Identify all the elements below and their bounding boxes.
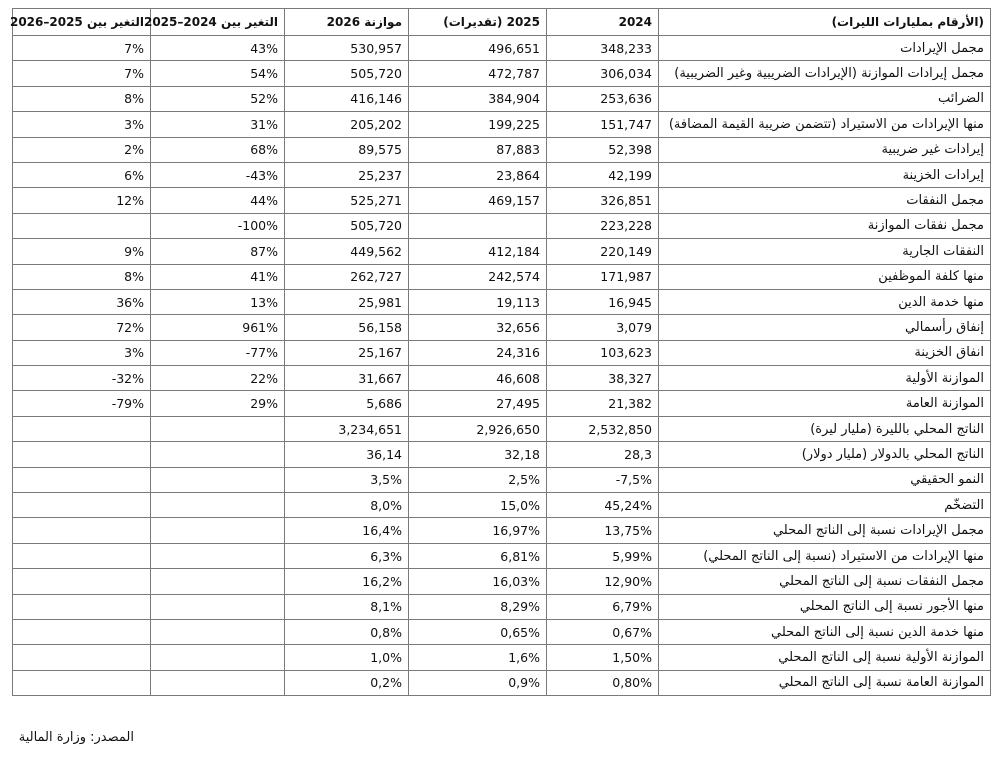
- cell-budget-2026: 0,8%: [285, 619, 409, 644]
- table-row: [13, 264, 991, 289]
- cell-change-2024-2025: 68%: [151, 137, 285, 162]
- cell-change-2024-2025: 52%: [151, 86, 285, 111]
- cell-estimates-2025: 384,904: [409, 86, 547, 111]
- table-row: [13, 289, 991, 314]
- table-row: [13, 162, 991, 187]
- cell-year-2024: 306,034: [547, 61, 659, 86]
- table-row: [13, 518, 991, 543]
- cell-year-2024: 42,199: [547, 162, 659, 187]
- cell-estimates-2025: 15,0%: [409, 493, 547, 518]
- table-row: [13, 467, 991, 492]
- cell-estimates-2025: 2,926,650: [409, 416, 547, 441]
- cell-change-2025-2026: 12%: [13, 188, 151, 213]
- cell-estimates-2025: [409, 213, 547, 238]
- cell-year-2024: 38,327: [547, 366, 659, 391]
- source-note: المصدر: وزارة المالية: [18, 730, 134, 745]
- cell-change-2025-2026: [13, 213, 151, 238]
- header-year-2024: 2024: [547, 9, 659, 36]
- cell-change-2025-2026: 3%: [13, 112, 151, 137]
- cell-estimates-2025: 16,03%: [409, 569, 547, 594]
- cell-row-label: الموازنة الأولية نسبة إلى الناتج المحلي: [659, 645, 991, 670]
- cell-row-label: الضرائب: [659, 86, 991, 111]
- cell-estimates-2025: 19,113: [409, 289, 547, 314]
- cell-estimates-2025: 242,574: [409, 264, 547, 289]
- cell-change-2024-2025: [151, 442, 285, 467]
- cell-row-label: الناتج المحلي بالليرة (مليار ليرة): [659, 416, 991, 441]
- cell-change-2024-2025: [151, 670, 285, 695]
- table-row: [13, 619, 991, 644]
- cell-estimates-2025: 2,5%: [409, 467, 547, 492]
- table-row: [13, 86, 991, 111]
- cell-budget-2026: 36,14: [285, 442, 409, 467]
- cell-budget-2026: 505,720: [285, 213, 409, 238]
- cell-change-2025-2026: [13, 416, 151, 441]
- cell-change-2025-2026: 72%: [13, 315, 151, 340]
- cell-change-2024-2025: [151, 619, 285, 644]
- table-row: [13, 670, 991, 695]
- cell-change-2025-2026: 2%: [13, 137, 151, 162]
- cell-change-2024-2025: [151, 594, 285, 619]
- cell-change-2024-2025: -100%: [151, 213, 285, 238]
- cell-row-label: منها الأجور نسبة إلى الناتج المحلي: [659, 594, 991, 619]
- cell-budget-2026: 205,202: [285, 112, 409, 137]
- table-row: [13, 416, 991, 441]
- cell-change-2025-2026: 6%: [13, 162, 151, 187]
- table-row: [13, 543, 991, 568]
- cell-change-2025-2026: [13, 442, 151, 467]
- cell-year-2024: 348,233: [547, 36, 659, 61]
- cell-year-2024: 28,3: [547, 442, 659, 467]
- cell-year-2024: 5,99%: [547, 543, 659, 568]
- cell-year-2024: 2,532,850: [547, 416, 659, 441]
- cell-budget-2026: 416,146: [285, 86, 409, 111]
- table-row: [13, 340, 991, 365]
- cell-row-label: التضخّم: [659, 493, 991, 518]
- cell-budget-2026: 8,0%: [285, 493, 409, 518]
- cell-year-2024: 3,079: [547, 315, 659, 340]
- cell-row-label: منها الإيرادات من الاستيراد (تتضمن ضريبة القيمة المضافة): [659, 112, 991, 137]
- table-body: [13, 36, 991, 696]
- cell-year-2024: 45,24%: [547, 493, 659, 518]
- cell-year-2024: 0,80%: [547, 670, 659, 695]
- cell-row-label: انفاق الخزينة: [659, 340, 991, 365]
- cell-estimates-2025: 87,883: [409, 137, 547, 162]
- cell-change-2024-2025: -43%: [151, 162, 285, 187]
- budget-table: [9, 8, 991, 696]
- table-row: [13, 213, 991, 238]
- cell-budget-2026: 89,575: [285, 137, 409, 162]
- cell-change-2024-2025: 87%: [151, 239, 285, 264]
- table-row: [13, 137, 991, 162]
- cell-row-label: إيرادات الخزينة: [659, 162, 991, 187]
- cell-estimates-2025: 469,157: [409, 188, 547, 213]
- cell-change-2025-2026: [13, 518, 151, 543]
- cell-budget-2026: 16,2%: [285, 569, 409, 594]
- cell-change-2025-2026: 3%: [13, 340, 151, 365]
- cell-budget-2026: 3,5%: [285, 467, 409, 492]
- cell-row-label: الموازنة الأولية: [659, 366, 991, 391]
- cell-estimates-2025: 472,787: [409, 61, 547, 86]
- cell-estimates-2025: 0,9%: [409, 670, 547, 695]
- cell-change-2025-2026: [13, 543, 151, 568]
- table-row: [13, 594, 991, 619]
- cell-year-2024: 223,228: [547, 213, 659, 238]
- table-row: [13, 36, 991, 61]
- table-row: [13, 569, 991, 594]
- cell-change-2025-2026: [13, 493, 151, 518]
- cell-year-2024: 253,636: [547, 86, 659, 111]
- cell-budget-2026: 16,4%: [285, 518, 409, 543]
- cell-budget-2026: 6,3%: [285, 543, 409, 568]
- cell-change-2025-2026: 8%: [13, 264, 151, 289]
- cell-budget-2026: 262,727: [285, 264, 409, 289]
- cell-estimates-2025: 1,6%: [409, 645, 547, 670]
- table-row: [13, 493, 991, 518]
- cell-year-2024: 326,851: [547, 188, 659, 213]
- cell-row-label: منها خدمة الدين: [659, 289, 991, 314]
- cell-year-2024: 16,945: [547, 289, 659, 314]
- cell-change-2024-2025: 22%: [151, 366, 285, 391]
- cell-year-2024: 13,75%: [547, 518, 659, 543]
- cell-row-label: النفقات الجارية: [659, 239, 991, 264]
- cell-budget-2026: 25,237: [285, 162, 409, 187]
- cell-change-2024-2025: -77%: [151, 340, 285, 365]
- cell-budget-2026: 25,167: [285, 340, 409, 365]
- cell-row-label: مجمل النفقات نسبة إلى الناتج المحلي: [659, 569, 991, 594]
- header-change-2024-2025: التغير بين 2024–2025: [151, 9, 285, 36]
- cell-budget-2026: 525,271: [285, 188, 409, 213]
- cell-change-2024-2025: 44%: [151, 188, 285, 213]
- cell-change-2025-2026: -32%: [13, 366, 151, 391]
- cell-change-2025-2026: -79%: [13, 391, 151, 416]
- cell-budget-2026: 530,957: [285, 36, 409, 61]
- cell-change-2024-2025: 961%: [151, 315, 285, 340]
- cell-change-2024-2025: 13%: [151, 289, 285, 314]
- cell-change-2024-2025: [151, 569, 285, 594]
- cell-row-label: مجمل النفقات: [659, 188, 991, 213]
- cell-row-label: إنفاق رأسمالي: [659, 315, 991, 340]
- cell-budget-2026: 1,0%: [285, 645, 409, 670]
- cell-budget-2026: 449,562: [285, 239, 409, 264]
- cell-estimates-2025: 24,316: [409, 340, 547, 365]
- cell-change-2024-2025: [151, 518, 285, 543]
- cell-change-2025-2026: [13, 569, 151, 594]
- cell-estimates-2025: 32,18: [409, 442, 547, 467]
- cell-change-2024-2025: [151, 543, 285, 568]
- budget-table-container: [9, 8, 990, 696]
- cell-row-label: منها خدمة الدين نسبة إلى الناتج المحلي: [659, 619, 991, 644]
- table-row: [13, 315, 991, 340]
- cell-row-label: الموازنة العامة نسبة إلى الناتج المحلي: [659, 670, 991, 695]
- cell-change-2024-2025: 54%: [151, 61, 285, 86]
- cell-budget-2026: 56,158: [285, 315, 409, 340]
- cell-row-label: مجمل إيرادات الموازنة (الإيرادات الضريبية وغير الضريبية): [659, 61, 991, 86]
- cell-change-2024-2025: [151, 416, 285, 441]
- cell-estimates-2025: 412,184: [409, 239, 547, 264]
- table-header-row: [13, 9, 991, 36]
- header-estimates-2025: 2025 (تقديرات): [409, 9, 547, 36]
- cell-change-2025-2026: [13, 594, 151, 619]
- cell-row-label: مجمل الإيرادات: [659, 36, 991, 61]
- cell-row-label: النمو الحقيقي: [659, 467, 991, 492]
- table-row: [13, 391, 991, 416]
- cell-change-2024-2025: 29%: [151, 391, 285, 416]
- cell-budget-2026: 5,686: [285, 391, 409, 416]
- cell-estimates-2025: 27,495: [409, 391, 547, 416]
- cell-year-2024: 171,987: [547, 264, 659, 289]
- cell-row-label: منها الإيرادات من الاستيراد (نسبة إلى الناتج المحلي): [659, 543, 991, 568]
- cell-year-2024: 1,50%: [547, 645, 659, 670]
- cell-change-2025-2026: [13, 670, 151, 695]
- header-label: (الأرقام بمليارات الليرات): [659, 9, 991, 36]
- cell-year-2024: 220,149: [547, 239, 659, 264]
- cell-change-2024-2025: [151, 645, 285, 670]
- cell-change-2024-2025: 43%: [151, 36, 285, 61]
- cell-estimates-2025: 46,608: [409, 366, 547, 391]
- cell-change-2024-2025: [151, 467, 285, 492]
- header-change-2025-2026: التغير بين 2025–2026: [13, 9, 151, 36]
- cell-year-2024: 52,398: [547, 137, 659, 162]
- cell-change-2025-2026: 36%: [13, 289, 151, 314]
- cell-estimates-2025: 496,651: [409, 36, 547, 61]
- cell-year-2024: 21,382: [547, 391, 659, 416]
- cell-change-2024-2025: 31%: [151, 112, 285, 137]
- table-row: [13, 239, 991, 264]
- cell-row-label: الموازنة العامة: [659, 391, 991, 416]
- cell-budget-2026: 0,2%: [285, 670, 409, 695]
- cell-year-2024: 151,747: [547, 112, 659, 137]
- cell-year-2024: 6,79%: [547, 594, 659, 619]
- cell-estimates-2025: 199,225: [409, 112, 547, 137]
- cell-estimates-2025: 32,656: [409, 315, 547, 340]
- cell-change-2025-2026: 9%: [13, 239, 151, 264]
- cell-budget-2026: 25,981: [285, 289, 409, 314]
- cell-year-2024: 12,90%: [547, 569, 659, 594]
- cell-year-2024: 0,67%: [547, 619, 659, 644]
- cell-estimates-2025: 16,97%: [409, 518, 547, 543]
- cell-budget-2026: 8,1%: [285, 594, 409, 619]
- header-budget-2026: موازنة 2026: [285, 9, 409, 36]
- cell-budget-2026: 3,234,651: [285, 416, 409, 441]
- cell-change-2025-2026: [13, 645, 151, 670]
- table-row: [13, 366, 991, 391]
- cell-change-2025-2026: 8%: [13, 86, 151, 111]
- cell-change-2024-2025: [151, 493, 285, 518]
- table-row: [13, 112, 991, 137]
- cell-estimates-2025: 0,65%: [409, 619, 547, 644]
- cell-row-label: إيرادات غير ضريبية: [659, 137, 991, 162]
- table-row: [13, 61, 991, 86]
- table-row: [13, 645, 991, 670]
- cell-row-label: منها كلفة الموظفين: [659, 264, 991, 289]
- cell-change-2025-2026: 7%: [13, 61, 151, 86]
- cell-budget-2026: 31,667: [285, 366, 409, 391]
- cell-estimates-2025: 6,81%: [409, 543, 547, 568]
- cell-change-2025-2026: 7%: [13, 36, 151, 61]
- cell-budget-2026: 505,720: [285, 61, 409, 86]
- cell-year-2024: -7,5%: [547, 467, 659, 492]
- cell-change-2024-2025: 41%: [151, 264, 285, 289]
- cell-row-label: مجمل نفقات الموازنة: [659, 213, 991, 238]
- cell-year-2024: 103,623: [547, 340, 659, 365]
- cell-row-label: مجمل الإيرادات نسبة إلى الناتج المحلي: [659, 518, 991, 543]
- table-row: [13, 188, 991, 213]
- cell-row-label: الناتج المحلي بالدولار (مليار دولار): [659, 442, 991, 467]
- cell-change-2025-2026: [13, 619, 151, 644]
- table-row: [13, 442, 991, 467]
- cell-estimates-2025: 23,864: [409, 162, 547, 187]
- cell-estimates-2025: 8,29%: [409, 594, 547, 619]
- cell-change-2025-2026: [13, 467, 151, 492]
